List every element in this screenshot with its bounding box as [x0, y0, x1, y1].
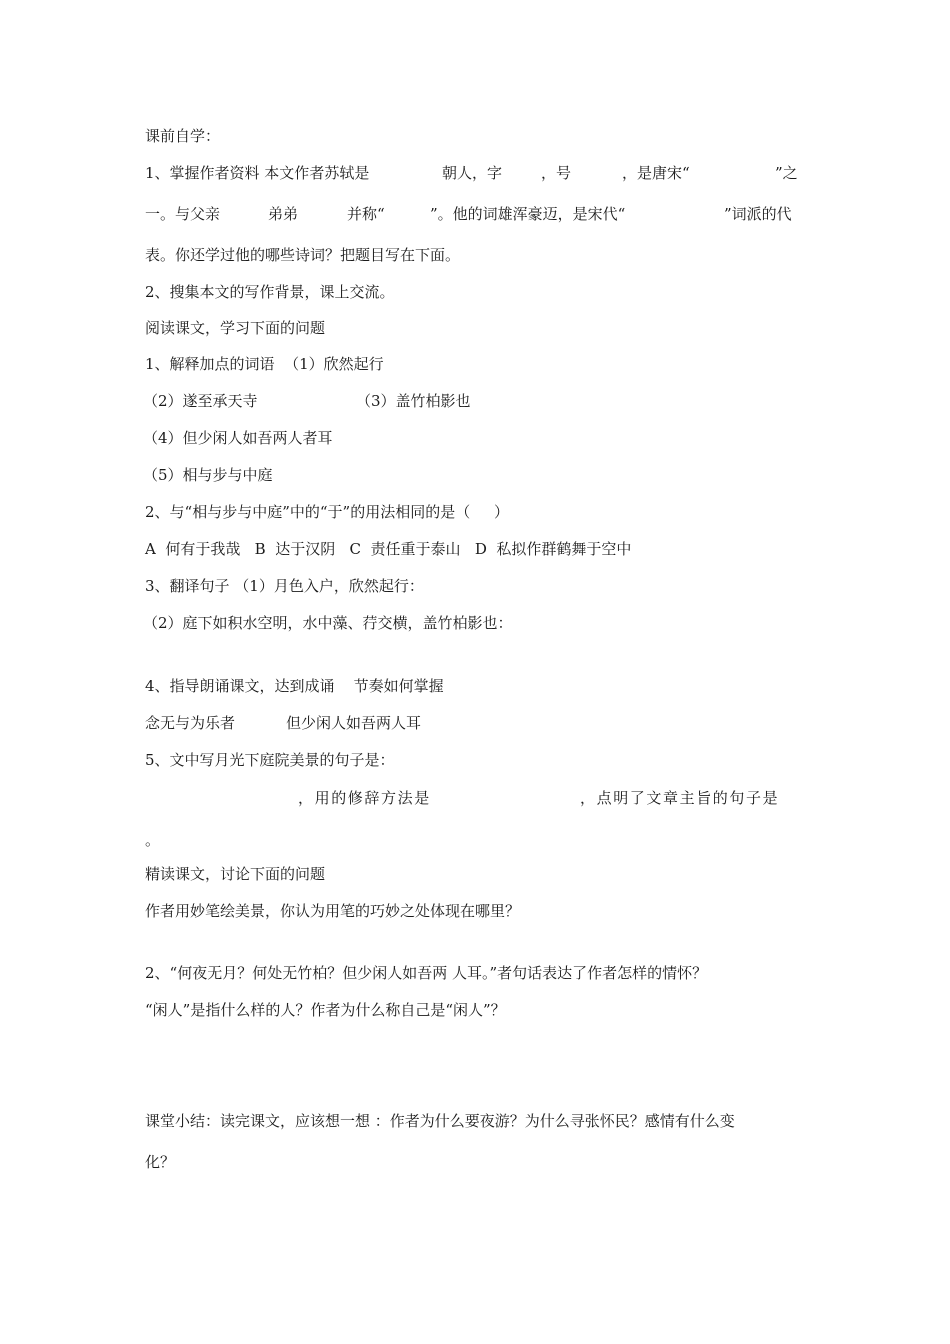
- read-section-title: 阅读课文，学习下面的问题: [145, 319, 326, 337]
- intensive-q3: “闲人”是指什么样的人？作者为什么称自己是“闲人”？: [145, 1001, 506, 1019]
- reading-q4-title: 4、指导朗诵课文，达到成诵 节奏如何掌握: [145, 677, 444, 695]
- q1-author-part-c: ，号: [541, 164, 572, 182]
- reading-q2: 2、与“相与步与中庭”中的“于”的用法相同的是（ ）: [145, 503, 510, 521]
- reading-q1-item5: （5）相与步与中庭: [143, 466, 273, 484]
- intensive-section-title: 精读课文，讨论下面的问题: [145, 865, 326, 883]
- q1-family-part-j: ”词派的代: [724, 205, 792, 223]
- q1-family-part-h: 并称“: [347, 205, 385, 223]
- reading-q3-item2: （2）庭下如积水空明，水中藻、荇交横，盖竹柏影也：: [143, 614, 513, 632]
- reading-q1-item3: （3）盖竹柏影也: [356, 392, 471, 410]
- intensive-q1: 作者用妙笔绘美景，你认为用笔的巧妙之处体现在哪里？: [145, 902, 521, 920]
- pre-study-q2: 2、搜集本文的写作背景，课上交流。: [145, 283, 395, 301]
- pre-study-title: 课前自学：: [145, 127, 221, 145]
- reading-q3-title: 3、翻译句子 （1）月色入户，欣然起行：: [145, 577, 424, 595]
- q1-family-part-g: 弟弟: [268, 205, 299, 223]
- reading-q4-line2: 但少闲人如吾两人耳: [286, 714, 422, 732]
- reading-q1-title: 1、解释加点的词语 （1）欣然起行: [145, 355, 384, 373]
- reading-q5-rhetoric: ，用的修辞方法是: [298, 789, 431, 807]
- reading-q2-options: A 何有于我哉 B 达于汉阴 C 责任重于泰山 D 私拟作群鹤舞于空中: [145, 540, 632, 558]
- q1-author-part-d: ，是唐宋“: [622, 164, 690, 182]
- intensive-q2: 2、“何夜无月？何处无竹柏？但少闲人如吾两 人耳。”者句话表达了作者怎样的情怀？: [145, 964, 708, 982]
- reading-q5-theme: ，点明了文章主旨的句子是: [580, 789, 780, 807]
- reading-q1-item2: （2）遂至承天寺: [143, 392, 258, 410]
- summary-line2: 化？: [145, 1153, 176, 1171]
- q1-family-part-i: ”。他的词雄浑豪迈，是宋代“: [430, 205, 626, 223]
- q1-author-part-b: 朝人，字: [442, 164, 503, 182]
- reading-q5-title: 5、文中写月光下庭院美景的句子是：: [145, 751, 395, 769]
- reading-q4-line1: 念无与为乐者: [145, 714, 236, 732]
- summary-line1: 课堂小结：读完课文，应该想一想 ：作者为什么要夜游？为什么寻张怀民？感情有什么变: [145, 1112, 735, 1130]
- q1-author-part-e: ”之: [775, 164, 798, 182]
- q1-author-part-a: 1、掌握作者资料 本文作者苏轼是: [145, 164, 370, 182]
- reading-q1-item4: （4）但少闲人如吾两人者耳: [143, 429, 333, 447]
- q1-poems-line: 表。你还学过他的哪些诗词？把题目写在下面。: [145, 246, 461, 264]
- q1-family-part-f: 一。与父亲: [145, 205, 221, 223]
- reading-q5-end: 。: [145, 831, 161, 849]
